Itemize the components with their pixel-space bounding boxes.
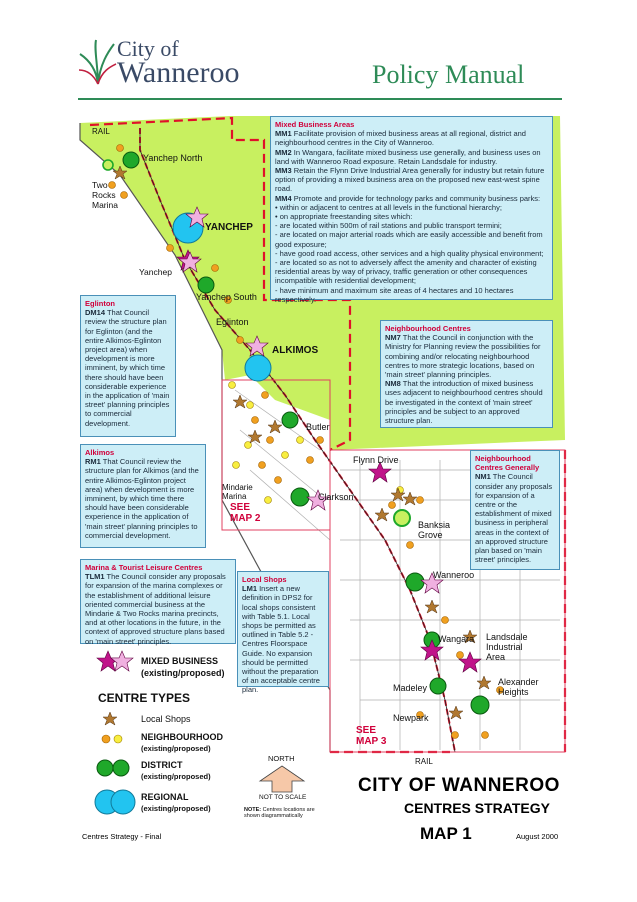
alkimos-policy-box <box>80 444 206 548</box>
label-yanchep: Yanchep <box>139 267 172 277</box>
mm4-bullet: • on appropriate freestanding sites which: <box>275 212 413 222</box>
eglinton-policy-box <box>80 295 176 437</box>
legend-symbols <box>96 650 136 820</box>
mm4-bullet: • within or adjacent to centres at all levels in the functional hierarchy; <box>275 202 502 212</box>
mixed-business-policy-box <box>270 116 553 304</box>
logo-city-of: City of <box>117 36 179 61</box>
map-title-city: CITY OF WANNEROO <box>358 775 560 796</box>
local-heading: Local Shops <box>242 575 287 584</box>
legend-district-label: DISTRICT <box>141 760 183 770</box>
district-centre-clarkson <box>291 488 309 506</box>
mm4-bullet: - have good road access, other services and a high quality physical environment; <box>275 248 544 258</box>
neighbourhood-heading: Neighbourhood Centres <box>385 324 471 333</box>
alkimos-heading: Alkimos <box>85 448 115 457</box>
regional-proposed-icon <box>111 790 135 814</box>
neighbourhood-proposed-icon <box>114 735 122 743</box>
district-centre-yanchep-south <box>198 277 214 293</box>
label-alexander-heights: Alexander Heights <box>498 677 539 697</box>
mm1-code: MM1 <box>275 129 292 139</box>
label-newpark: Newpark <box>393 713 429 723</box>
neighbourhood-general-heading: Neighbourhood Centres Generally <box>475 454 540 473</box>
legend-mixed-label: MIXED BUSINESS <box>141 656 219 666</box>
mm2-text: In Wangara, facilitate mixed business use generally, and business uses on land with Wanneroo Road exposure. Retain Landsdale for industry. <box>275 147 541 166</box>
legend-neighbourhood-sub: (existing/proposed) <box>141 744 211 753</box>
mm4-code: MM4 <box>275 193 292 203</box>
label-yanchep-north: Yanchep North <box>143 153 203 163</box>
rm1-code: RM1 <box>85 457 101 467</box>
label-yanchep-south: Yanchep South <box>196 292 257 302</box>
label-yanchep-regional: YANCHEP <box>205 222 253 233</box>
legend-mixed-sub: (existing/proposed) <box>141 668 225 678</box>
label-madeley: Madeley <box>393 683 428 693</box>
nm8-text: That the introduction of mixed business uses adjacent to neighbourhood centres should be investigated in the context of 'main street' principles and be subject to an approved structure plan. <box>385 379 543 426</box>
district-existing-icon <box>97 760 113 776</box>
mm4-bullet: - are located so as not to adversely affect the amenity and character of existing residential areas by way of privacy, traffic generation or other consequences incompatible with residential development; <box>275 258 537 286</box>
rail-label-bottom: RAIL <box>415 757 433 766</box>
footer-right: August 2000 <box>516 832 559 841</box>
district-centre-madeley <box>430 678 446 694</box>
marina-heading: Marina & Tourist Leisure Centres <box>85 563 203 572</box>
legend-district-sub: (existing/proposed) <box>141 772 211 781</box>
label-eglinton: Eglinton <box>216 317 249 327</box>
lm1-text: Insert a new definition in DPS2 for local shops consistent with Table 5.1. Local shops be permitted as outlined in Table 5.2 - Centres Floorspace Guide. No expansion should be permitted without the preparation of an acceptable centre plan. <box>242 584 320 695</box>
rm1-text: That Council review the structure plan for Alkimos (and the entire Alkimos-Eglinton project area) when development is more imminent, by which time there should have been considerable experience in the application of 'main street' planning principles to commercial development. <box>85 457 199 540</box>
district-centre-banksia <box>394 510 410 526</box>
legend-regional-sub: (existing/proposed) <box>141 804 211 813</box>
label-landsdale: Landsdale Industrial Area <box>486 632 528 662</box>
logo-wanneroo: Wanneroo <box>117 56 240 89</box>
neighbourhood-existing-icon <box>102 735 110 743</box>
mm4-bullet: - have minimum and maximum site areas of 4 hectares and 10 hectares respectively. <box>275 285 514 304</box>
mm4-bullet: - are located within 500m of rail stations and public transport termini; <box>275 221 502 231</box>
district-centre-yanchep-north <box>123 152 139 168</box>
label-mindarie: Mindarie Marina <box>222 483 253 501</box>
legend-local-label: Local Shops <box>141 714 191 724</box>
label-clarkson: Clarkson <box>318 492 354 502</box>
label-two-rocks: Two Rocks Marina <box>92 180 118 210</box>
label-flynn-drive: Flynn Drive <box>353 455 399 465</box>
mm2-code: MM2 <box>275 147 292 157</box>
see-map2-link[interactable]: SEE MAP 2 <box>230 502 261 524</box>
local-shops-policy-box <box>237 571 329 695</box>
mixed-heading: Mixed Business Areas <box>275 120 355 129</box>
mm4-bullet: - are located on major arterial roads which are easily accessible and benefit from good exposure; <box>275 230 543 249</box>
mm4-text: Promote and provide for technology parks and community business parks: <box>293 193 541 203</box>
legend-neighbourhood-label: NEIGHBOURHOOD <box>141 732 224 742</box>
nm8-code: NM8 <box>385 379 401 389</box>
label-wanneroo: Wanneroo <box>433 570 475 580</box>
note-text: Centres locations are shown diagrammatically <box>244 807 315 819</box>
label-butler: Butler <box>306 422 330 432</box>
nm7-code: NM7 <box>385 333 401 343</box>
tlm1-text: The Council consider any proposals for expansion of the marina complexes or the establishment of additional leisure oriented commercial business at the Mindarie & Two Rocks marina precincts, and at other locations in the future, in the context of approved structure plans based on 'main street' principles. <box>85 572 226 646</box>
district-centre-newpark <box>471 696 489 714</box>
label-alkimos: ALKIMOS <box>272 345 319 356</box>
north-label: NORTH <box>268 754 295 763</box>
eglinton-heading: Eglinton <box>85 299 115 308</box>
local-shop-icon <box>103 712 117 725</box>
district-centre-wanneroo <box>406 573 424 591</box>
label-wangara: Wangara <box>438 634 475 644</box>
mm3-text: Retain the Flynn Drive Industrial Area generally for industry but retain future option of providing a mixed business area on the proposed new east-west spine road. <box>275 166 545 194</box>
note-bold: NOTE: <box>244 807 262 813</box>
nm7-text: That the Council in conjunction with the Ministry for Planning review the possibilities for combining and/or relocating neighbourhood centres to more strategic locations, based on 'main street' planning principles. <box>385 333 541 380</box>
legend-centre-types-title: CENTRE TYPES <box>98 691 191 705</box>
label-banksia-grove: Banksia Grove <box>418 520 451 540</box>
marina-policy-box <box>80 559 236 644</box>
rail-label-top: RAIL <box>92 127 110 136</box>
not-to-scale-label: NOT TO SCALE <box>259 794 307 801</box>
nm1-text: The Council consider any proposals for expansion of a centre or the establishment of mixed business in peripheral areas in the context of an approved structure plan based on 'main street' principles. <box>475 472 553 565</box>
mm3-code: MM3 <box>275 166 292 176</box>
map-title-strategy: CENTRES STRATEGY <box>404 800 550 816</box>
north-arrow-icon <box>258 765 306 793</box>
footer-left: Centres Strategy - Final <box>82 832 162 841</box>
lm1-code: LM1 <box>242 584 257 594</box>
nm1-code: NM1 <box>475 472 491 482</box>
mm1-text: Facilitate provision of mixed business areas at all regional, district and neighbourhood centres in the City of Wanneroo. <box>275 129 526 148</box>
district-centre-butler <box>282 412 298 428</box>
page-title: Policy Manual <box>372 60 525 89</box>
dm14-code: DM14 <box>85 308 106 318</box>
neighbourhood-general-policy-box <box>470 450 560 570</box>
regional-centre-alkimos <box>245 355 271 381</box>
district-centre-north-yanchep <box>103 160 113 170</box>
neighbourhood-policy-box <box>380 320 553 428</box>
district-proposed-icon <box>113 760 129 776</box>
legend-regional-label: REGIONAL <box>141 792 189 802</box>
north-note <box>244 807 322 819</box>
dm14-text: That Council review the structure plan for Eglinton (and the entire Alkimos-Eglinton project area) when development is more imminent, by which time there should have been considerable experience in the application of 'main street' planning principles to commercial development. <box>85 308 170 428</box>
see-map3-link[interactable]: SEE MAP 3 <box>356 725 387 747</box>
tlm1-code: TLM1 <box>85 572 105 582</box>
map-title-number: MAP 1 <box>420 824 472 843</box>
